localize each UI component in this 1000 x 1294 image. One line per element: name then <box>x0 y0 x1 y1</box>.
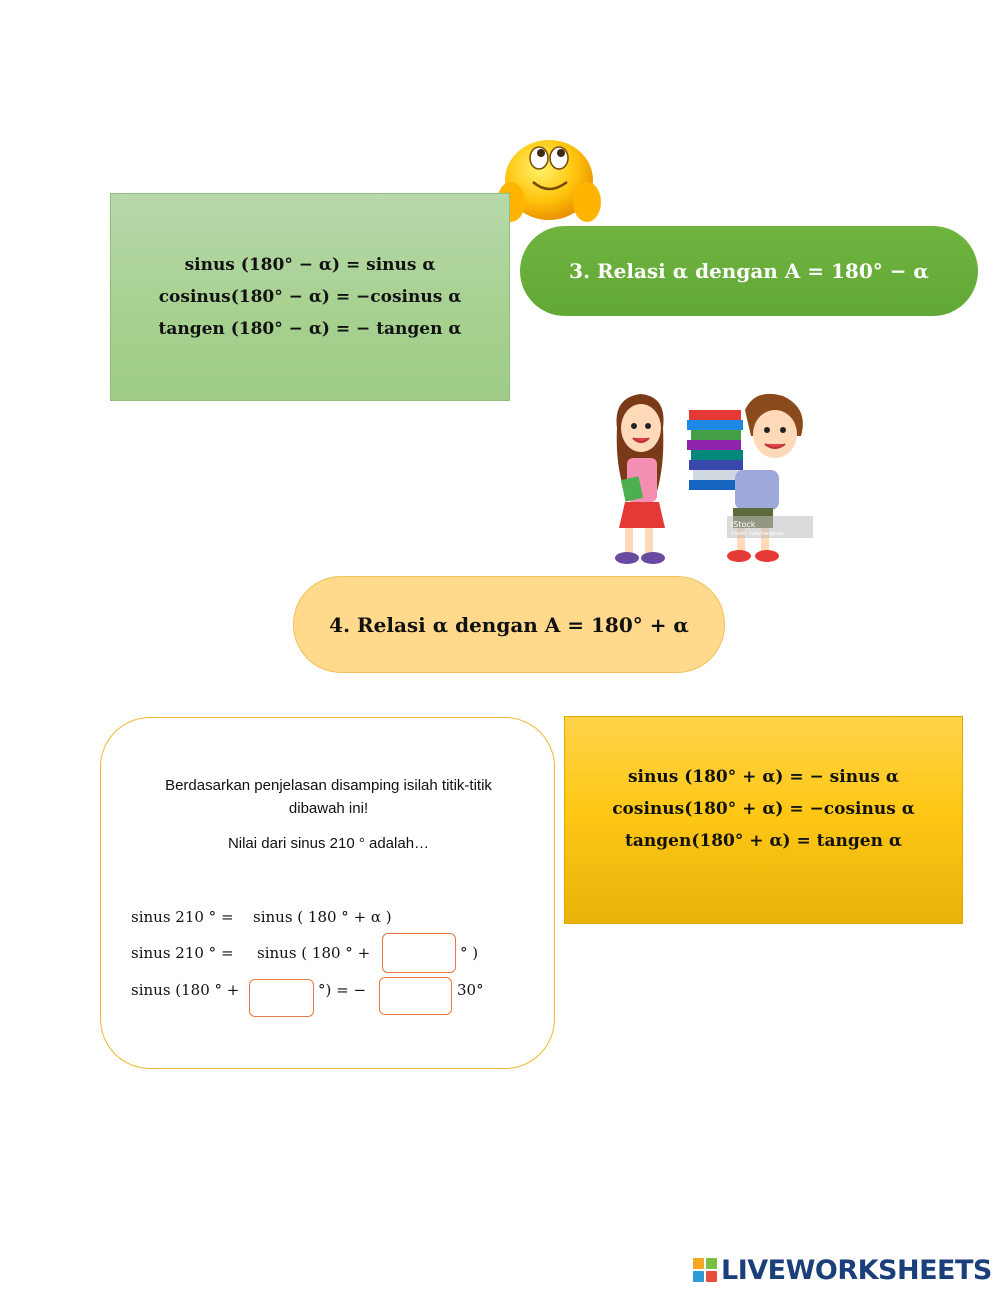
section-4-header <box>293 576 725 673</box>
row2-end: ° ) <box>460 944 479 962</box>
logo-text: LIVEWORKSHEETS <box>721 1254 992 1286</box>
exercise-box <box>100 717 555 1069</box>
formula-tangen: tangen(180° + α) = tangen α <box>625 831 902 851</box>
section-4-title: 4. Relasi α dengan A = 180° + α <box>329 612 689 637</box>
formula-box-180-minus-alpha <box>110 193 510 401</box>
logo-icon <box>692 1257 718 1283</box>
formula-tangen: tangen (180° − α) = − tangen α <box>158 319 462 339</box>
answer-input-alpha-value[interactable] <box>382 933 456 973</box>
answer-input-angle[interactable] <box>249 979 314 1017</box>
liveworksheets-logo <box>692 1252 992 1288</box>
exercise-instruction: Berdasarkan penjelasan disamping isilah titik-titik dibawah ini! <box>165 777 492 817</box>
row2-mid: sinus ( 180 ° + <box>257 944 371 962</box>
formula-box-180-plus-alpha <box>564 716 963 924</box>
section-3-title: 3. Relasi α dengan A = 180° − α <box>569 259 929 283</box>
answer-input-function[interactable] <box>379 977 452 1015</box>
row3-end: 30° <box>457 981 484 999</box>
kids-with-books-illustration <box>605 388 815 574</box>
section-3-header <box>520 226 978 316</box>
formula-cosinus: cosinus(180° − α) = −cosinus α <box>158 287 462 307</box>
istock-watermark: iStock <box>731 520 756 529</box>
row2-left: sinus 210 ° = <box>131 944 234 962</box>
row3-mid: °) = − <box>318 981 367 999</box>
row3-start: sinus (180 ° + <box>131 981 240 999</box>
row1-left: sinus 210 ° = <box>131 908 234 926</box>
formula-cosinus: cosinus(180° + α) = −cosinus α <box>612 799 915 819</box>
formula-sinus: sinus (180° + α) = − sinus α <box>627 767 900 787</box>
istock-credit: Credit: rudyhengkaw <box>731 531 784 537</box>
exercise-question: Nilai dari sinus 210 ° adalah… <box>227 835 430 852</box>
formula-sinus: sinus (180° − α) = sinus α <box>184 255 436 275</box>
row1-right: sinus ( 180 ° + α ) <box>253 908 392 926</box>
thinking-emoji-illustration <box>497 138 603 226</box>
